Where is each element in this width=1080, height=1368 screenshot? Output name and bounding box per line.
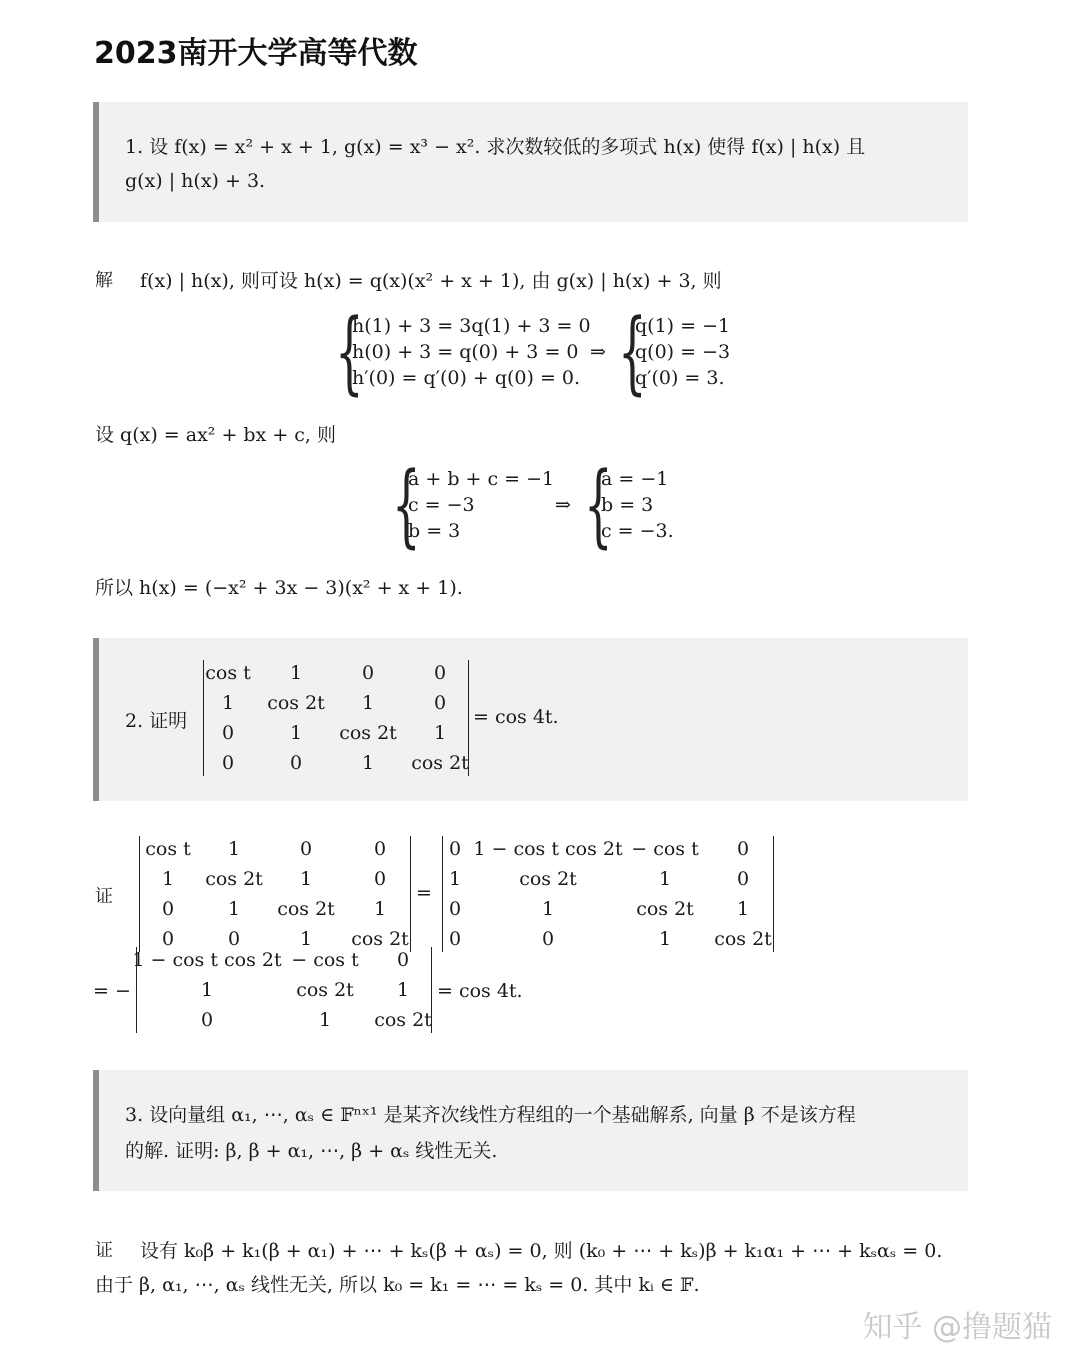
solution-3-line-2: 由于 β, α₁, ⋯, αₛ 线性无关, 所以 k₀ = k₁ = ⋯ = kₛ = 0. 其中 kᵢ ∈ 𝔽. xyxy=(95,1274,700,1296)
matrix-cell: 0 xyxy=(161,898,175,920)
matrix-cell: 1 xyxy=(299,928,313,950)
left-brace: { xyxy=(335,300,364,405)
matrix-cell: 0 xyxy=(373,868,387,890)
solution-2-label: 证 xyxy=(95,886,113,907)
system-2-row: q(0) = −3 xyxy=(635,341,731,363)
matrix-cell: 0 xyxy=(396,949,410,971)
system-1-row: h(1) + 3 = 3q(1) + 3 = 0 xyxy=(352,315,591,337)
matrix-cell: 1 xyxy=(361,752,375,774)
matrix-cell: 1 − cos t cos 2t xyxy=(473,838,623,860)
system-3-row: c = −3 xyxy=(408,494,475,516)
system-3 xyxy=(408,466,554,544)
matrix-cell: 1 xyxy=(299,868,313,890)
matrix-cell: 1 xyxy=(448,868,462,890)
left-brace: { xyxy=(584,453,613,558)
system-4 xyxy=(601,466,674,544)
matrix-cell: cos 2t xyxy=(296,979,354,1001)
equals-sign: = xyxy=(416,882,432,904)
matrix-cell: 0 xyxy=(299,838,313,860)
matrix-cell: 0 xyxy=(221,752,235,774)
matrix-cell: 1 xyxy=(433,722,447,744)
left-brace: { xyxy=(618,300,647,405)
matrix-cell: 0 xyxy=(736,838,750,860)
watermark: 知乎 @撸题猫 xyxy=(862,1310,1052,1345)
matrix-cell: cos 2t xyxy=(374,1009,432,1031)
matrix-cell: 1 xyxy=(396,979,410,1001)
matrix-cell: 0 xyxy=(373,838,387,860)
system-3-row: a + b + c = −1 xyxy=(408,468,555,490)
system-4-row: c = −3. xyxy=(601,520,674,542)
matrix-cell: 1 xyxy=(361,692,375,714)
matrix-cell: 1 xyxy=(227,838,241,860)
solution-3-label: 证 xyxy=(95,1240,113,1261)
solution-1-line-3: 所以 h(x) = (−x² + 3x − 3)(x² + x + 1). xyxy=(95,577,463,599)
matrix-cell: 0 xyxy=(736,868,750,890)
matrix-cell: 0 xyxy=(227,928,241,950)
determinant xyxy=(132,947,432,1033)
matrix-cell: cos 2t xyxy=(411,752,469,774)
matrix-cell: cos 2t xyxy=(351,928,409,950)
matrix-cell: cos 2t xyxy=(267,692,325,714)
matrix-cell: 0 xyxy=(361,662,375,684)
matrix-cell: 1 xyxy=(221,692,235,714)
system-3-row: b = 3 xyxy=(408,520,461,542)
problem-3-line-1: 3. 设向量组 α₁, ⋯, αₛ ∈ 𝔽ⁿˣ¹ 是某齐次线性方程组的一个基础解系, 向量 β 不是该方程 xyxy=(125,1104,856,1126)
problem-1-line-1: 1. 设 f(x) = x² + x + 1, g(x) = x³ − x². 求次数较低的多项式 h(x) 使得 f(x) | h(x) 且 xyxy=(125,136,866,158)
matrix-cell: cos 2t xyxy=(636,898,694,920)
matrix-cell: cos t xyxy=(205,662,251,684)
matrix-cell: 1 xyxy=(658,868,672,890)
solution-1-line-1: f(x) | h(x), 则可设 h(x) = q(x)(x² + x + 1), 由 g(x) | h(x) + 3, 则 xyxy=(140,270,722,292)
matrix-cell: 0 xyxy=(221,722,235,744)
matrix-cell: 1 xyxy=(736,898,750,920)
matrix-cell: 1 xyxy=(373,898,387,920)
matrix-cell: 1 xyxy=(227,898,241,920)
problem-1-line-2: g(x) | h(x) + 3. xyxy=(125,170,266,192)
matrix-cell: 0 xyxy=(448,898,462,920)
implies-arrow: ⇒ xyxy=(555,494,571,516)
matrix-cell: cos 2t xyxy=(714,928,772,950)
problem-1-box xyxy=(93,102,968,222)
system-4-row: b = 3 xyxy=(601,494,654,516)
matrix-cell: 1 xyxy=(658,928,672,950)
left-brace: { xyxy=(392,453,421,558)
problem-3-line-2: 的解. 证明: β, β + α₁, ⋯, β + αₛ 线性无关. xyxy=(125,1140,498,1162)
matrix-cell: 0 xyxy=(541,928,555,950)
matrix-cell: 0 xyxy=(448,838,462,860)
matrix-cell: − cos t xyxy=(631,838,699,860)
problem-3-box xyxy=(93,1070,968,1191)
matrix-cell: cos t xyxy=(145,838,191,860)
matrix-cell: 1 − cos t cos 2t xyxy=(132,949,282,971)
system-1-row: h′(0) = q′(0) + q(0) = 0. xyxy=(352,367,581,389)
problem-2-rhs: = cos 4t. xyxy=(473,706,559,728)
matrix-cell: 1 xyxy=(289,662,303,684)
matrix-cell: − cos t xyxy=(291,949,359,971)
matrix-cell: 1 xyxy=(200,979,214,1001)
determinant xyxy=(203,660,469,776)
problem-2-label: 2. 证明 xyxy=(125,710,188,732)
matrix-cell: cos 2t xyxy=(205,868,263,890)
page-title: 2023南开大学高等代数 xyxy=(94,36,418,71)
solution-1-line-2: 设 q(x) = ax² + bx + c, 则 xyxy=(95,424,336,446)
determinant xyxy=(442,836,774,952)
solution-3-line-1: 设有 k₀β + k₁(β + α₁) + ⋯ + kₛ(β + αₛ) = 0, 则 (k₀ + ⋯ + kₛ)β + k₁α₁ + ⋯ + kₛαₛ = 0. xyxy=(140,1240,943,1262)
matrix-cell: 0 xyxy=(289,752,303,774)
problem-2-box xyxy=(93,638,968,801)
system-2 xyxy=(635,313,730,391)
matrix-cell: 0 xyxy=(433,662,447,684)
solution-2-rhs: = cos 4t. xyxy=(437,980,523,1002)
matrix-cell: cos 2t xyxy=(339,722,397,744)
matrix-cell: cos 2t xyxy=(519,868,577,890)
matrix-cell: 0 xyxy=(200,1009,214,1031)
matrix-cell: 0 xyxy=(161,928,175,950)
solution-1-label: 解 xyxy=(95,270,113,291)
system-2-row: q′(0) = 3. xyxy=(635,367,725,389)
matrix-cell: 1 xyxy=(318,1009,332,1031)
system-4-row: a = −1 xyxy=(601,468,669,490)
matrix-cell: 1 xyxy=(161,868,175,890)
system-2-row: q(1) = −1 xyxy=(635,315,731,337)
system-1-row: h(0) + 3 = q(0) + 3 = 0 xyxy=(352,341,579,363)
system-1 xyxy=(352,313,591,391)
matrix-cell: 1 xyxy=(289,722,303,744)
matrix-cell: 0 xyxy=(448,928,462,950)
matrix-cell: 1 xyxy=(541,898,555,920)
matrix-cell: cos 2t xyxy=(277,898,335,920)
equals-negative: = − xyxy=(93,980,131,1002)
implies-arrow: ⇒ xyxy=(590,341,606,363)
determinant xyxy=(139,836,411,952)
matrix-cell: 0 xyxy=(433,692,447,714)
